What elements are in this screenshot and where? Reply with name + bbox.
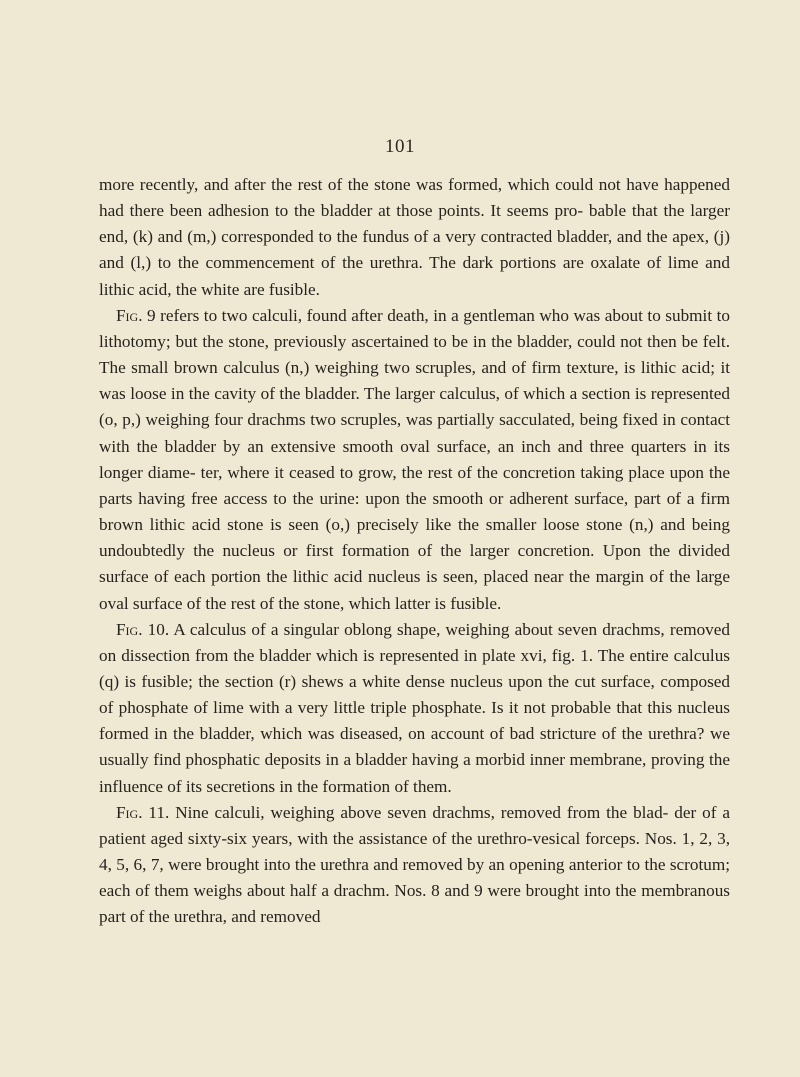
paragraph-fig-11 [99,800,730,931]
figure-label: Fig. 10. [116,619,170,639]
paragraph-fig-10 [99,617,730,800]
paragraph-continuation [99,172,730,303]
paragraph-text: Nine calculi, weighing above seven drachms, removed from the blad- der of a patient aged sixty-six years, with the assistance of the urethro-vesical forceps. Nos. 1, 2, 3, 4, 5, 6, 7, were brought into the urethra and removed by an opening anterior to the scrotum; each of them weighs about half a drachm. Nos. 8 and 9 were brought into the membranous part of the urethra, and removed [99,802,730,927]
body-text [99,172,730,931]
paragraph-text: A calculus of a singular oblong shape, weighing about seven drachms, removed on dissection from the bladder which is represented in plate xvi, fig. 1. The entire calculus (q) is fusible; the section (r) shews a white dense nucleus upon the cut surface, composed of phosphate of lime with a very little triple phosphate. Is it not probable that this nucleus formed in the bladder, which was diseased, on account of bad stricture of the urethra? we usually find phosphatic deposits in a bladder having a morbid inner membrane, proving the influence of its secretions in the formation of them. [99,619,730,796]
figure-label: Fig. 9 [116,305,156,325]
paragraph-fig-9 [99,303,730,617]
paragraph-text: more recently, and after the rest of the stone was formed, which could not have happened had there been adhesion to the bladder at those points. It seems pro- bable that the larger end, (k) and (m,) corresponded to the fundus of a very contracted bladder, and the apex, (j) and (l,) to the commencement of the urethra. The dark portions are oxalate of lime and lithic acid, the white are fusible. [99,175,730,299]
paragraph-text: refers to two calculi, found after death, in a gentleman who was about to submit to lithotomy; but the stone, previously ascertained to be in the bladder, could not then be felt. The small brown calculus (n,) weighing two scruples, and of firm texture, is lithic acid; it was loose in the cavity of the bladder. The larger calculus, of which a section is represented (o, p,) weighing four drachms two scruples, was partially sacculated, being fixed in contact with the bladder by an extensive smooth oval surface, an inch and three quarters in its longer diame- ter, where it ceased to grow, the rest of the concretion taking place upon the parts having free access to the urine: upon the smooth or adherent surface, part of a firm brown lithic acid stone is seen (o,) precisely like the smaller loose stone (n,) and being undoubtedly the nucleus or first formation of the larger concretion. Upon the divided surface of each portion the lithic acid nucleus is seen, placed near the margin of the large oval surface of the rest of the stone, which latter is fusible. [99,305,730,613]
figure-label: Fig. 11. [116,802,170,822]
page-number: 101 [385,136,415,157]
